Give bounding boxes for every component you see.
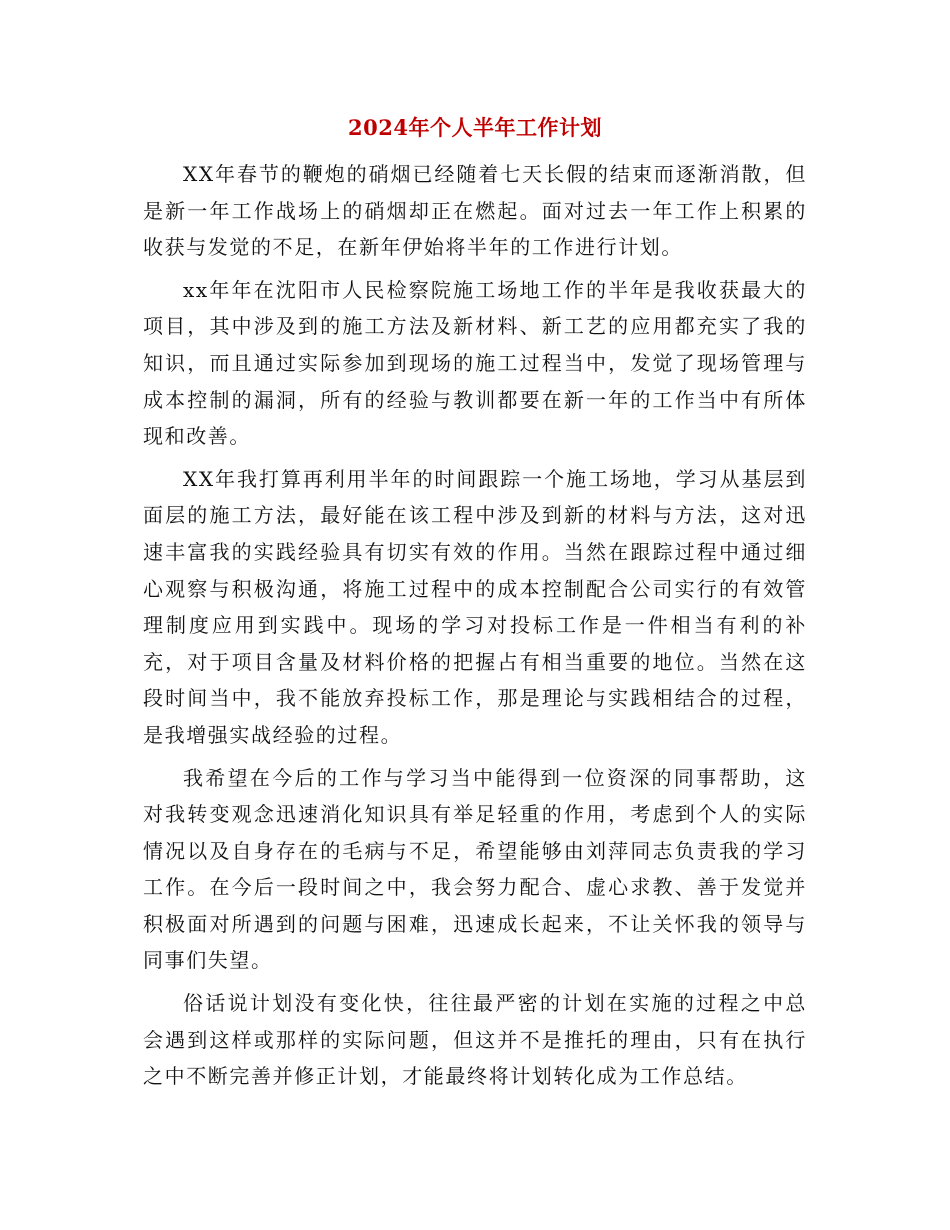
paragraph-5: 俗话说计划没有变化快，往往最严密的计划在实施的过程之中总会遇到这样或那样的实际问题，但这并不是推托的理由，只有在执行之中不断完善并修正计划，才能最终将计划转化成为工作总结。 bbox=[143, 991, 807, 1089]
document-title: 2024年个人半年工作计划 bbox=[348, 115, 602, 140]
document-body bbox=[143, 156, 807, 1101]
paragraph-3: XX年我打算再利用半年的时间跟踪一个施工场地，学习从基层到面层的施工方法，最好能在该工程中涉及到新的材料与方法，这对迅速丰富我的实践经验具有切实有效的作用。当然在跟踪过程中通过细心观察与积极沟通，将施工过程中的成本控制配合公司实行的有效管理制度应用到实践中。现场的学习对投标工作是一件相当有利的补充，对于项目含量及材料价格的把握占有相当重要的地位。当然在这段时间当中，我不能放弃投标工作，那是理论与实践相结合的过程，是我增强实战经验的过程。 bbox=[143, 466, 807, 747]
paragraph-1: XX年春节的鞭炮的硝烟已经随着七天长假的结束而逐渐消散，但是新一年工作战场上的硝烟却正在燃起。面对过去一年工作上积累的收获与发觉的不足，在新年伊始将半年的工作进行计划。 bbox=[143, 162, 807, 260]
paragraph-4: 我希望在今后的工作与学习当中能得到一位资深的同事帮助，这对我转变观念迅速消化知识具有举足轻重的作用，考虑到个人的实际情况以及自身存在的毛病与不足，希望能够由刘萍同志负责我的学习工作。在今后一段时间之中，我会努力配合、虚心求教、善于发觉并积极面对所遇到的问题与困难，迅速成长起来，不让关怀我的领导与同事们失望。 bbox=[143, 765, 807, 973]
paragraph-2: xx年年在沈阳市人民检察院施工场地工作的半年是我收获最大的项目，其中涉及到的施工方法及新材料、新工艺的应用都充实了我的知识，而且通过实际参加到现场的施工过程当中，发觉了现场管理与成本控制的漏洞，所有的经验与教训都要在新一年的工作当中有所体现和改善。 bbox=[143, 277, 807, 449]
